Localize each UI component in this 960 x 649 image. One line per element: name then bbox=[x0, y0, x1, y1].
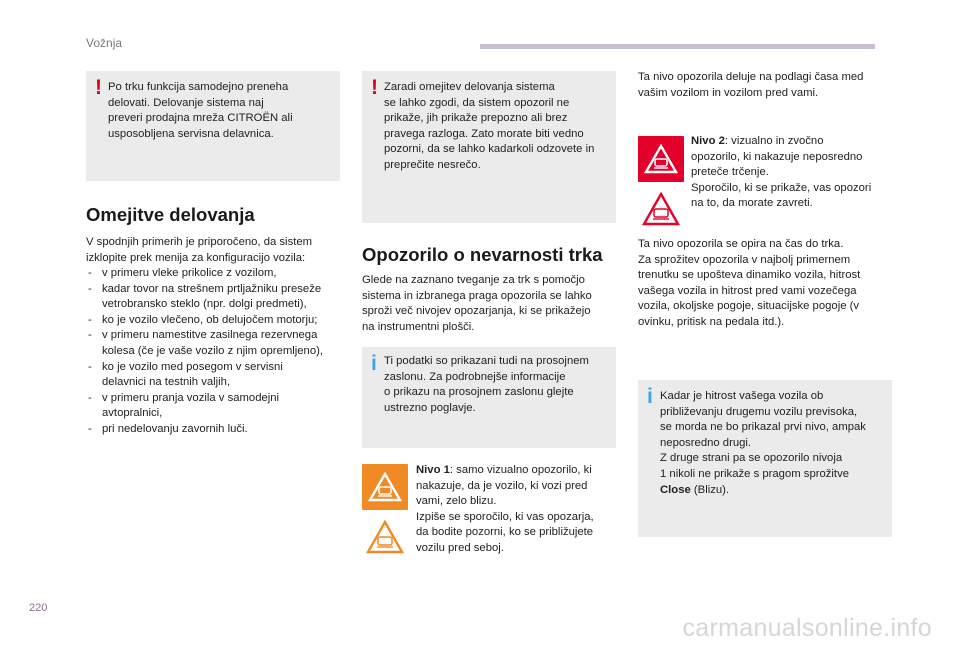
heading-limitations: Omejitve delovanja bbox=[86, 204, 255, 225]
header-bar bbox=[480, 44, 875, 49]
warning-box-col1 bbox=[86, 71, 340, 181]
collision-warning-orange-outline-icon bbox=[362, 514, 408, 560]
level1-description: Nivo 1: samo vizualno opozorilo, ki nakazuje, da je vozilo, ki vozi pred vami, zelo blizu. Izpiše se sporočilo, ki vas opozarja, da bodite pozorni, ko se približujete vozilu pred seboj. bbox=[416, 464, 594, 554]
list-item: - kadar tovor na strešnem prtljažniku preseže vetrobransko steklo (npr. dolgi predmeti), bbox=[86, 282, 348, 313]
collision-warning-red-outline-icon bbox=[638, 186, 684, 232]
list-item: - v primeru vleke prikolice z vozilom, bbox=[86, 266, 348, 282]
exclamation-icon: ! bbox=[371, 76, 378, 99]
info-text: Kadar je hitrost vašega vozila ob približevanju drugemu vozilu previsoka, se morda ne bo prikazal prvi nivo, ampak neposredno drugi. Z druge strani pa se opozorilo nivoja 1 nikoli ne prikaže s pragom sprožitve Close (Blizu). bbox=[660, 390, 866, 496]
list-item: - ko je vozilo vlečeno, ob delujočem motorju; bbox=[86, 313, 348, 329]
list-item: - v primeru pranja vozila v samodejni avtopralnici, bbox=[86, 391, 348, 422]
list-item: - ko je vozilo med posegom v servisni delavnici na testnih valjih, bbox=[86, 360, 348, 391]
exclamation-icon: ! bbox=[95, 76, 102, 99]
warning-text: Po trku funkcija samodejno preneha delovati. Delovanje sistema naj preveri prodajna mreža CITROËN ali usposobljena servisna delavnica. bbox=[108, 81, 293, 140]
info-icon: i bbox=[371, 352, 377, 375]
list-item: - v primeru namestitve zasilnega rezervnega kolesa (če je vaše vozilo z njim opremljeno), bbox=[86, 328, 348, 359]
limitations-list bbox=[86, 266, 348, 438]
list-item: - pri nedelovanju zavornih luči. bbox=[86, 422, 348, 438]
warning-box-col2 bbox=[362, 71, 616, 223]
info-icon: i bbox=[647, 385, 653, 408]
collision-warning-red-icon bbox=[638, 136, 684, 182]
collision-warning-orange-icon bbox=[362, 464, 408, 510]
info-text: Ti podatki so prikazani tudi na prosojnem zaslonu. Za podrobnejše informacije o prikazu na prosojnem zaslonu glejte ustrezno poglavje. bbox=[384, 355, 589, 414]
page-number: 220 bbox=[29, 602, 48, 614]
level1-timing-text: Ta nivo opozorila deluje na podlagi časa med vašim vozilom in vozilom pred vami. bbox=[638, 71, 864, 99]
info-box-col2 bbox=[362, 347, 616, 448]
heading-collision-warning: Opozorilo o nevarnosti trka bbox=[362, 244, 603, 265]
watermark: carmanualsonline.info bbox=[682, 614, 932, 642]
collision-intro: Glede na zaznano tveganje za trk s pomočjo sistema in izbranega praga opozorila se lahko sproži več nivojev opozarjanja, ki se prikažejo na instrumentni plošči. bbox=[362, 274, 592, 333]
section-title: Vožnja bbox=[86, 36, 123, 50]
info-box-col3 bbox=[638, 380, 892, 537]
level2-timing-text: Ta nivo opozorila se opira na čas do trka. Za sprožitev opozorila v najbolj primernem trenutku se upošteva dinamiko vozila, hitrost vašega vozila in hitrost pred vami vozečega vozila, okoljske pogoje, situacijske pogoje (v ovinku, pritisk na pedala itd.). bbox=[638, 238, 861, 328]
warning-text: Zaradi omejitev delovanja sistema se lahko zgodi, da sistem opozoril ne prikaže, jih prikaže prepozno ali brez pravega razloga. Zato morate biti vedno pozorni, da se lahko kadarkoli odzovete in preprečite nesrečo. bbox=[384, 81, 595, 171]
limitations-intro: V spodnjih primerih je priporočeno, da sistem izklopite prek menija za konfiguracijo vozila: bbox=[86, 236, 313, 264]
level2-description: Nivo 2: vizualno in zvočno opozorilo, ki nakazuje neposredno preteče trčenje. Sporočilo, ki se prikaže, vas opozori na to, da morate zavreti. bbox=[691, 135, 872, 210]
